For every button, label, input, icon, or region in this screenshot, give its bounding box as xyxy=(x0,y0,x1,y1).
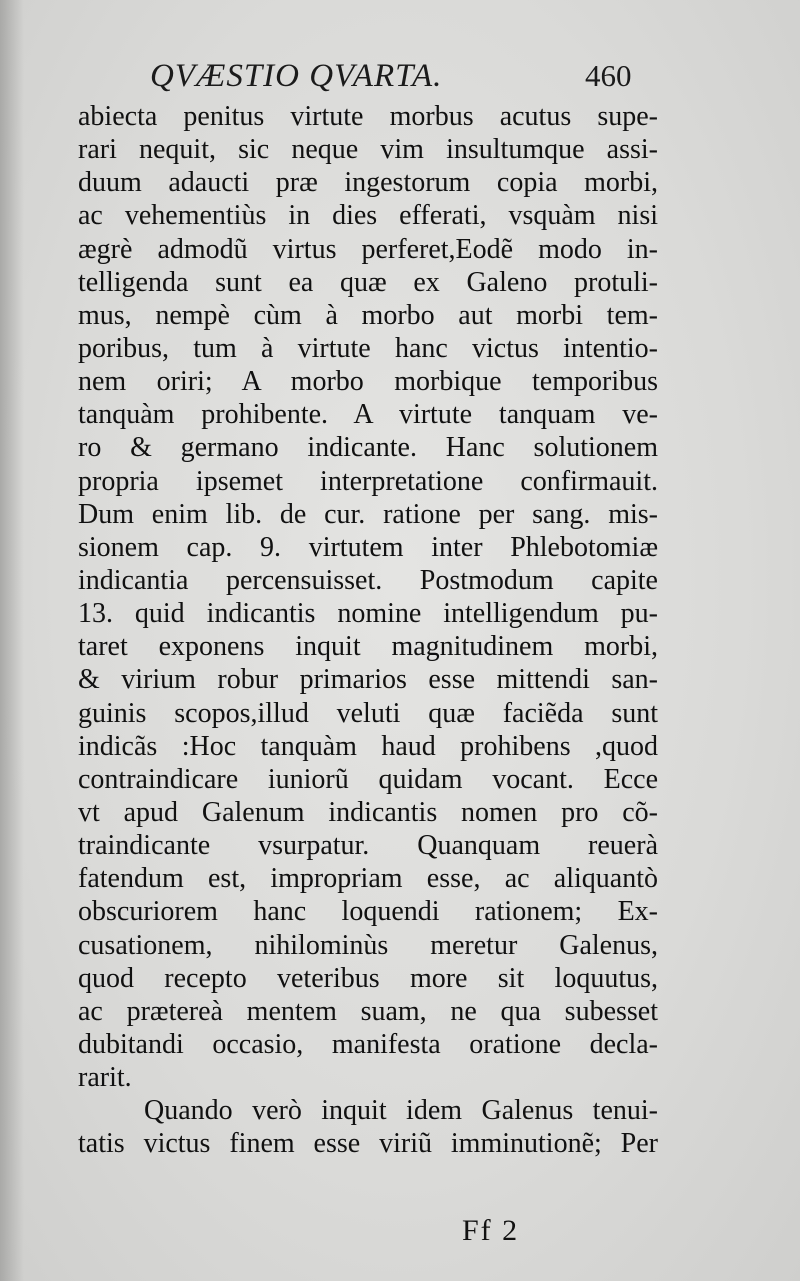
text-line: dubitandi occasio, manifesta oratione decla- xyxy=(78,1028,658,1060)
text-line: contraindicare iuniorũ quidam vocant. Ecce xyxy=(78,763,658,795)
text-line: abiecta penitus virtute morbus acutus supe- xyxy=(78,101,658,132)
text-line: guinis scopos,illud veluti quæ faciẽda sunt xyxy=(78,697,658,729)
text-line: tanquàm prohibente. A virtute tanquam ve- xyxy=(78,399,658,431)
text-line: poribus, tum à virtute hanc victus intentio- xyxy=(78,332,658,364)
text-line: vt apud Galenum indicantis nomen pro cõ- xyxy=(78,796,658,828)
text-line: fatendum est, impropriam esse, ac aliquantò xyxy=(78,863,658,895)
text-line: duum adaucti præ ingestorum copia morbi, xyxy=(78,167,658,199)
running-title: QVÆSTIO QVARTA. xyxy=(150,58,443,94)
body-text xyxy=(78,100,658,1161)
page-number: 460 xyxy=(585,58,632,93)
text-line: Dum enim lib. de cur. ratione per sang. mis- xyxy=(78,498,658,530)
text-line: ro & germano indicante. Hanc solutionem xyxy=(78,432,658,464)
text-line: nem oriri; A morbo morbique temporibus xyxy=(78,366,658,398)
text-line: propria ipsemet interpretatione confirmauit. xyxy=(78,465,658,497)
page-gutter-shadow xyxy=(0,0,24,1281)
paragraph-start-line: Quando verò inquit idem Galenus tenui- xyxy=(144,1095,658,1127)
text-line: telligenda sunt ea quæ ex Galeno protuli- xyxy=(78,266,658,298)
text-line: quod recepto veteribus more sit loquutus, xyxy=(78,962,658,994)
text-line: taret exponens inquit magnitudinem morbi, xyxy=(78,631,658,663)
text-line: indicantia percensuisset. Postmodum capite xyxy=(78,564,658,596)
text-line: tatis victus finem esse viriũ imminutionẽ; Per xyxy=(78,1128,658,1160)
text-line: rarit. xyxy=(78,1062,132,1094)
text-line: 13. quid indicantis nomine intelligendum pu- xyxy=(78,598,658,630)
text-line: sionem cap. 9. virtutem inter Phlebotomiæ xyxy=(78,531,658,563)
text-line: ac vehementiùs in dies efferati, vsquàm nisi xyxy=(78,200,658,232)
text-line: indicãs :Hoc tanquàm haud prohibens ,quod xyxy=(78,730,658,762)
text-line: ac prætereà mentem suam, ne qua subesset xyxy=(78,995,658,1027)
text-line: rari nequit, sic neque vim insultumque assi- xyxy=(78,134,658,166)
text-line: cusationem, nihilominùs meretur Galenus, xyxy=(78,929,658,961)
text-line: obscuriorem hanc loquendi rationem; Ex- xyxy=(78,896,658,928)
signature-mark: Ff 2 xyxy=(462,1214,520,1247)
text-line: traindicante vsurpatur. Quanquam reuerà xyxy=(78,830,658,862)
text-line: mus, nempè cùm à morbo aut morbi tem- xyxy=(78,299,658,331)
text-line: & virium robur primarios esse mittendi san- xyxy=(78,664,658,696)
text-line: ægrè admodũ virtus perferet,Eodẽ modo in- xyxy=(78,233,658,265)
